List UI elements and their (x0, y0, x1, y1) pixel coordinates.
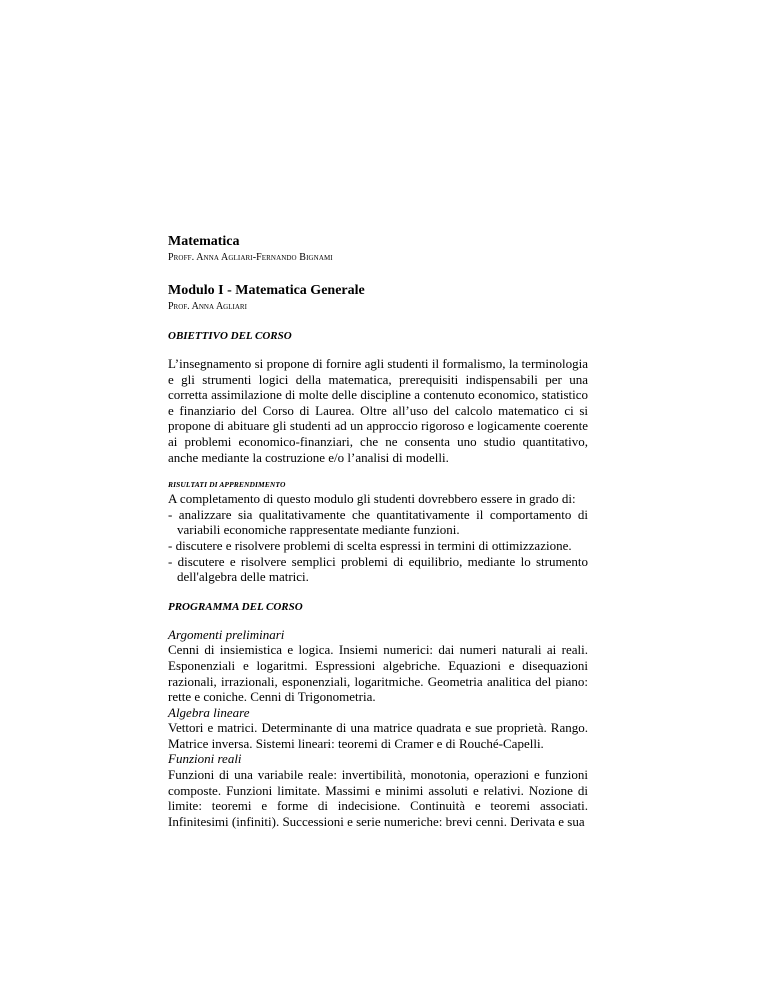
course-title: Matematica (168, 234, 240, 249)
outcome-item: - discutere e risolvere problemi di scelta espressi in termini di ottimizzazione. (168, 537, 572, 553)
course-description (168, 234, 588, 829)
program-topics (168, 627, 588, 830)
course-authors: Proff. Anna Agliari-Fernando Bignami (168, 252, 333, 263)
topic-body: Vettori e matrici. Determinante di una matrice quadrata e sue proprietà. Rango. Matrice inversa. Sistemi lineari: teoremi di Cramer e di Rouché-Capelli. (168, 720, 588, 751)
module-title: Modulo I - Matematica Generale (168, 283, 365, 298)
program-heading: PROGRAMMA DEL CORSO (168, 600, 303, 613)
outcomes-list (168, 507, 588, 585)
outcome-item: - discutere e risolvere semplici problemi di equilibrio, mediante lo strumento dell'algebra delle matrici. (168, 553, 588, 585)
outcomes-intro: A completamento di questo modulo gli studenti dovrebbero essere in grado di: (168, 491, 576, 507)
topic-body: Funzioni di una variabile reale: invertibilità, monotonia, operazioni e funzioni composte. Funzioni limitate. Massimi e minimi assoluti e relativi. Nozione di limite: teoremi e forme di indecisione. Continuità e teoremi associati. Infinitesimi (infiniti). Successioni e serie numeriche: brevi cenni. Derivata e sua (168, 767, 588, 829)
objective-heading: OBIETTIVO DEL CORSO (168, 330, 292, 342)
topic-body: Cenni di insiemistica e logica. Insiemi numerici: dai numeri naturali ai reali. Esponenziali e logaritmi. Espressioni algebriche. Equazioni e disequazioni razionali, irrazionali, esponenziali, logaritmiche. Geometria analitica del piano: rette e coniche. Cenni di Trigonometria. (168, 642, 588, 705)
module-professor: Prof. Anna Agliari (168, 301, 247, 312)
outcomes-heading: RISULTATI DI APPRENDIMENTO (168, 480, 286, 490)
outcome-item: - analizzare sia qualitativamente che quantitativamente il comportamento di variabili economiche rappresentate mediante funzioni. (168, 506, 588, 538)
topic-title: Funzioni reali (168, 751, 242, 767)
topic-title: Argomenti preliminari (168, 626, 285, 642)
objective-text: L’insegnamento si propone di fornire agli studenti il formalismo, la terminologia e gli strumenti logici della matematica, prerequisiti indispensabili per una corretta assimilazione di molte delle discipline a contenuto economico, statistico e finanziario del Corso di Laurea. Oltre all’uso del calcolo matematico ci si propone di abituare gli studenti ad un approccio rigoroso e logicamente coerente ai problemi economico-finanziari, che ne consenta uno studio quantitativo, anche mediante la costruzione e/o l’analisi di modelli. (168, 356, 588, 465)
topic-title: Algebra lineare (168, 704, 250, 720)
